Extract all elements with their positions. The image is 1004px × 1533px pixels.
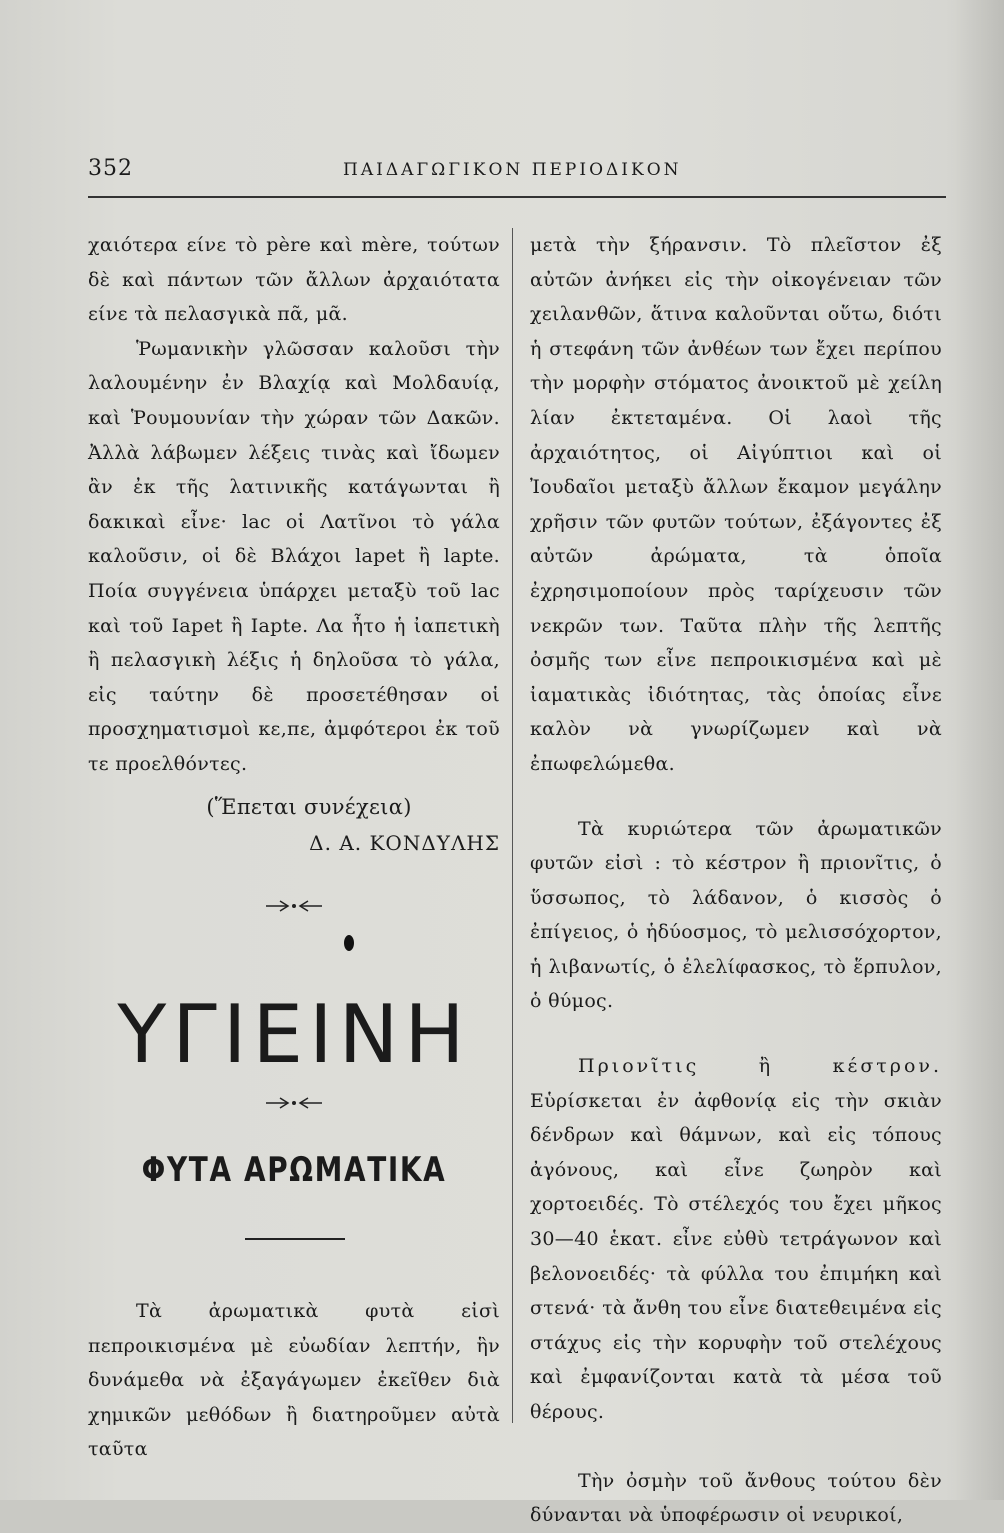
bleed-through-margin [948, 220, 1004, 1420]
fleuron-icon [264, 899, 324, 913]
fleuron-icon [264, 1096, 324, 1110]
column-divider [512, 228, 513, 1423]
left-column [88, 228, 500, 861]
author-signature: Δ. Α. ΚΟΝΔΥΛΗΣ [309, 831, 500, 856]
continued-note: (Ἕπεται συνέχεια) [206, 794, 412, 819]
left-paragraph-2: Ῥωμανικὴν γλῶσσαν καλοῦσι τὴν λαλουμένην ἐν Βλαχίᾳ καὶ Μολδαυίᾳ, καὶ Ῥουμουνίαν τὴν χώραν τῶν Δακῶν. Ἀλλὰ λάβωμεν λέξεις τινὰς καὶ ἴδωμεν ἂν ἐκ τῆς λατινικῆς κατάγωνται ἢ δακικαὶ εἶνε· lac οἱ Λατῖνοι τὸ γάλα καλοῦσιν, οἱ δὲ Βλάχοι lapet ἢ lapte. Ποία συγγένεια ὑπάρχει μεταξὺ τοῦ lac καὶ τοῦ Iapet ἢ Iapte. Λα ἦτο ἡ ἰαπετικὴ ἢ πελασγικὴ λέξις ἡ δηλοῦσα τὸ γάλα, εἰς ταύτην δὲ προσετέθησαν οἱ προσχηματισμοὶ κε,πε, ἀμφότεροι ἐκ τοῦ τε προελθόντες. [88, 337, 500, 775]
fleuron-ornament [88, 898, 500, 917]
paragraph-body: Εὑρίσκεται ἐν ἀφθονίᾳ εἰς τὴν σκιὰν δένδρων καὶ θάμνων, καὶ εἰς τόπους ἀγόνους, καὶ εἶνε ζωηρὸν καὶ χορτοειδές. Τὸ στέλεχός του ἔχει μῆκος 30—40 ἑκατ. εἶνε εὐθὺ τετράγωνον καὶ βελονοειδές· τὰ φύλλα του ἐπιμήκη καὶ στενά· τὰ ἄνθη του εἶνε διατεθειμένα εἰς στάχυς εἰς τὴν κορυφὴν τοῦ στελέχους καὶ ἐμφανίζονται κατὰ τὰ μέσα τοῦ θέρους. [530, 1089, 942, 1423]
left-column-lower [88, 1294, 500, 1467]
right-paragraph-1: μετὰ τὴν ξήρανσιν. Τὸ πλεῖστον ἐξ αὐτῶν ἀνήκει εἰς τὴν οἰκογένειαν τῶν χειλανθῶν, ἅτινα καλοῦνται οὕτω, διότι ἡ στεφάνη τῶν ἀνθέων των ἔχει περίπου τὴν μορφὴν στόματος ἀνοικτοῦ μὲ χείλη λίαν ἐκτεταμένα. Οἱ λαοὶ τῆς ἀρχαιότητος, οἱ Αἰγύπτιοι καὶ οἱ Ἰουδαῖοι μεταξὺ ἄλλων ἔκαμον μεγάλην χρῆσιν τῶν φυτῶν τούτων, ἐξάγοντες ἐξ αὐτῶν ἀρώματα, τὰ ὁποῖα ἐχρησιμοποίουν πρὸς ταρίχευσιν τῶν νεκρῶν των. Ταῦτα πλὴν τῆς λεπτῆς ὀσμῆς των εἶνε πεπροικισμένα καὶ μὲ ἰαματικὰς ἰδιότητας, τὰς ὁποίας εἶνε καλὸν νὰ γνωρίζωμεν καὶ νὰ ἐπωφελώμεθα. [530, 234, 942, 775]
page-number: 352 [88, 156, 133, 181]
running-title: ΠΑΙΔΑΓΩΓΙΚΟΝ ΠΕΡΙΟΔΙΚΟΝ [343, 160, 682, 180]
left-paragraph-1: χαιότερα είνε τὸ père καὶ mère, τούτων δὲ καὶ πάντων τῶν ἄλλων ἀρχαιότατα είνε τὰ πελασγικὰ πᾶ, μᾶ. [88, 234, 500, 326]
fleuron-ornament [88, 1095, 500, 1114]
left-paragraph-3: Τὰ ἀρωματικὰ φυτὰ εἰσὶ πεπροικισμένα μὲ εὐωδίαν λεπτήν, ἣν δυνάμεθα νὰ ἐξαγάγωμεν ἐκεῖθεν διὰ χημικῶν μεθόδων ἢ διατηροῦμεν αὐτὰ ταῦτα [88, 1300, 500, 1461]
header-rule [88, 196, 946, 198]
right-paragraph-4: Τὴν ὀσμὴν τοῦ ἄνθους τούτου δὲν δύνανται νὰ ὑποφέρωσιν οἱ νευρικοί, [530, 1469, 942, 1527]
right-column [530, 228, 942, 1533]
paragraph-lead: Πριονῖτις ἢ κέστρον. [578, 1055, 942, 1078]
right-paragraph-2: Τὰ κυριώτερα τῶν ἀρωματικῶν φυτῶν εἰσὶ : τὸ κέστρον ἢ πριονῖτις, ὁ ὕσσωπος, τὸ λάδανον, ὁ κισσὸς ὁ ἐπίγειος, ὁ ἡδύοσμος, τὸ μελισσόχορτον, ἡ λιβανωτίς, ὁ ἐλελίφασκος, τὸ ἕρπυλον, ὁ θύμος. [530, 817, 942, 1013]
page-header [88, 150, 948, 190]
section-title: ΥΓΙΕΙΝΗ [117, 988, 471, 1081]
title-rule [245, 1238, 345, 1240]
right-paragraph-3 [530, 1049, 942, 1430]
article-title: ΦΥΤΑ ΑΡΩΜΑΤΙΚΑ [141, 1150, 447, 1190]
ink-blot [344, 935, 354, 951]
